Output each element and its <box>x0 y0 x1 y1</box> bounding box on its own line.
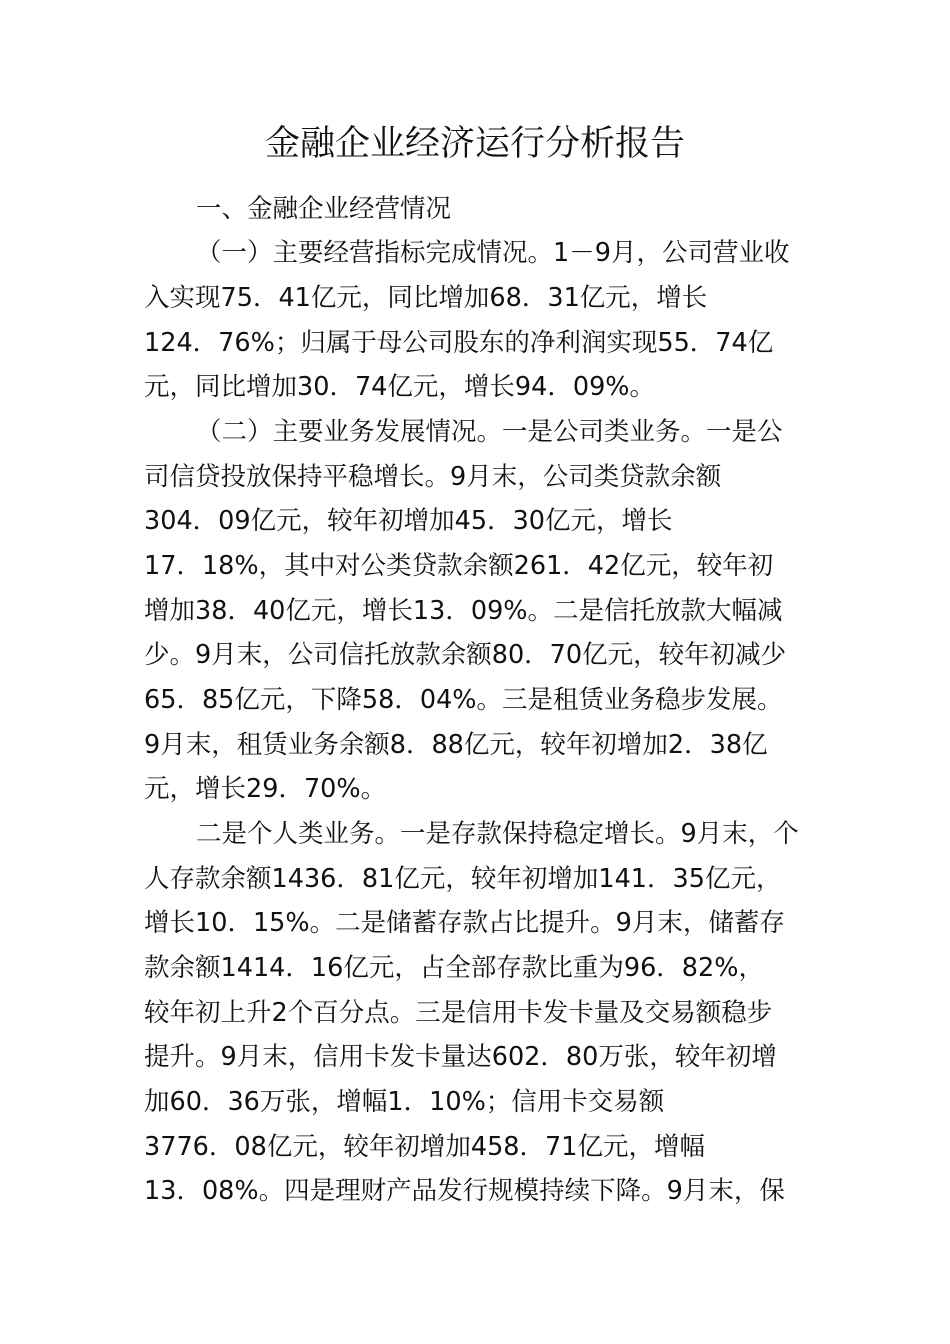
paragraph-line: 9月末，租赁业务余额8．88亿元，较年初增加2．38亿 <box>144 730 768 760</box>
paragraph-line: 入实现75．41亿元，同比增加68．31亿元，增长 <box>144 283 708 313</box>
paragraph-line: 元，同比增加30．74亿元，增长94．09%。 <box>144 372 656 402</box>
paragraph-line: 17．18%，其中对公类贷款余额261．42亿元，较年初 <box>144 551 774 581</box>
paragraph-line: 加60．36万张，增幅1．10%；信用卡交易额 <box>144 1087 665 1117</box>
paragraph-line: 人存款余额1436．81亿元，较年初增加141．35亿元， <box>144 864 782 894</box>
document-title: 金融企业经济运行分析报告 <box>264 124 685 164</box>
paragraph-line: 65．85亿元，下降58．04%。三是租赁业务稳步发展。 <box>144 685 783 715</box>
paragraph-line: 提升。9月末，信用卡发卡量达602．80万张，较年初增 <box>144 1042 777 1072</box>
paragraph-line: 3776．08亿元，较年初增加458．71亿元，增幅 <box>144 1132 705 1162</box>
paragraph-line: 较年初上升2个百分点。三是信用卡发卡量及交易额稳步 <box>144 998 773 1028</box>
paragraph-line: （二）主要业务发展情况。一是公司类业务。一是公 <box>196 417 783 447</box>
paragraph-line: 13．08%。四是理财产品发行规模持续下降。9月末，保 <box>144 1176 785 1206</box>
paragraph-line: 124．76%；归属于母公司股东的净利润实现55．74亿 <box>144 328 774 358</box>
paragraph-line: 增长10．15%。二是储蓄存款占比提升。9月末，储蓄存 <box>144 908 785 938</box>
paragraph-line: 司信贷投放保持平稳增长。9月末，公司类贷款余额 <box>144 462 722 492</box>
paragraph-line: 304．09亿元，较年初增加45．30亿元，增长 <box>144 506 673 536</box>
paragraph-line: 增加38．40亿元，增长13．09%。二是信托放款大幅减 <box>144 596 783 626</box>
paragraph-line: 款余额1414．16亿元，占全部存款比重为96．82%， <box>144 953 764 983</box>
paragraph-line: 二是个人类业务。一是存款保持稳定增长。9月末，个 <box>196 819 799 849</box>
section-heading: 一、金融企业经营情况 <box>196 194 452 224</box>
paragraph-line: 元，增长29．70%。 <box>144 774 387 804</box>
paragraph-line: 少。9月末，公司信托放款余额80．70亿元，较年初减少 <box>144 640 787 670</box>
paragraph-line: （一）主要经营指标完成情况。1－9月，公司营业收 <box>196 238 790 268</box>
